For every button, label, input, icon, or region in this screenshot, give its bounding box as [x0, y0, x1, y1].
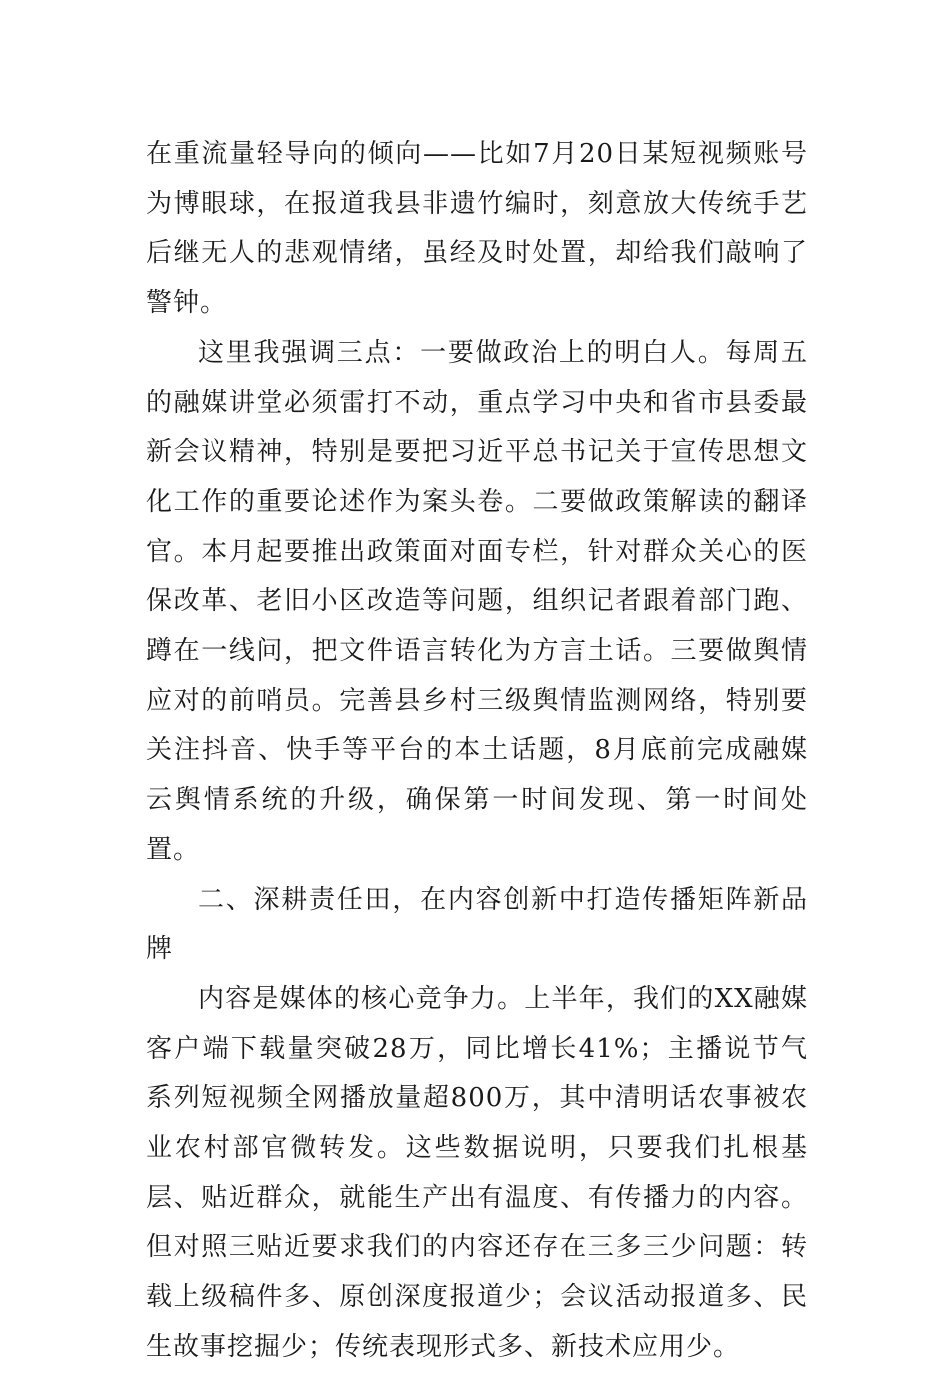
paragraph-three-points: 这里我强调三点：一要做政治上的明白人。每周五的融媒讲堂必须雷打不动，重点学习中央和省市县委最新会议精神，特别是要把习近平总书记关于宣传思想文化工作的重要论述作为案头卷。二要做政策解读的翻译官。本月起要推出政策面对面专栏，针对群众关心的医保改革、老旧小区改造等问题，组织记者跟着部门跑、蹲在一线问，把文件语言转化为方言土话。三要做舆情应对的前哨员。完善县乡村三级舆情监测网络，特别要关注抖音、快手等平台的本土话题，8月底前完成融媒云舆情系统的升级，确保第一时间发现、第一时间处置。 — [146, 337, 808, 865]
section-heading: 二、深耕责任田，在内容创新中打造传播矩阵新品牌 — [146, 884, 808, 965]
paragraph-content-innovation: 内容是媒体的核心竞争力。上半年，我们的XX融媒客户端下载量突破28万，同比增长41%；主播说节气系列短视频全网播放量超800万，其中清明话农事被农业农村部官微转发。这些数据说明，只要我们扎根基层、贴近群众，就能生产出有温度、有传播力的内容。但对照三贴近要求我们的内容还存在三多三少问题：转载上级稿件多、原创深度报道少；会议活动报道多、民生故事挖掘少；传统表现形式多、新技术应用少。 — [146, 983, 808, 1362]
paragraph-continuation: 在重流量轻导向的倾向——比如7月20日某短视频账号为博眼球，在报道我县非遗竹编时，刻意放大传统手艺后继无人的悲观情绪，虽经及时处置，却给我们敲响了警钟。 — [146, 139, 808, 319]
document-body — [146, 130, 808, 1373]
